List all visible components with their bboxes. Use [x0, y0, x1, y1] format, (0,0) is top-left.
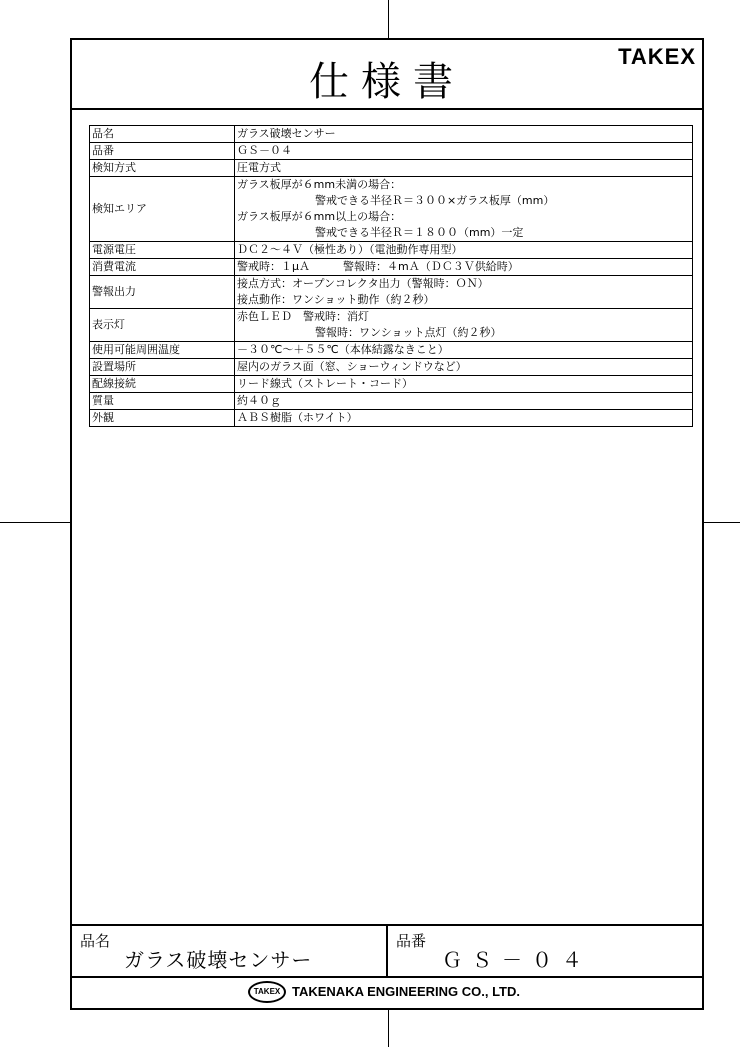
company-logo: TAKEX [248, 981, 286, 1003]
spec-value-line: 接点方式：オープンコレクタ出力（警報時：ＯＮ） [237, 277, 489, 290]
spec-row [90, 259, 693, 276]
brand-logo: TAKEX [618, 44, 696, 69]
spec-value [235, 376, 693, 393]
spec-value [235, 160, 693, 177]
spec-value-line: －３０℃～＋５５℃（本体結露なきこと） [237, 343, 449, 356]
company-name: TAKENAKA ENGINEERING CO., LTD. [292, 984, 520, 999]
spec-value [235, 309, 693, 342]
spec-row [90, 342, 693, 359]
spec-row [90, 276, 693, 309]
spec-value [235, 242, 693, 259]
product-name-value: ガラス破壊センサー [124, 948, 313, 972]
crop-mark-top [388, 0, 389, 38]
spec-row [90, 143, 693, 160]
spec-key: 検知エリア [90, 177, 235, 242]
crop-mark-bottom [388, 1010, 389, 1047]
spec-value-line: 警報時：ワンショット点灯（約２秒） [315, 326, 502, 339]
spec-value-line: ガラス板厚が６mm以上の場合： [237, 210, 402, 223]
spec-key: 使用可能周囲温度 [90, 342, 235, 359]
spec-key: 消費電流 [90, 259, 235, 276]
spec-value-line: ガラス破壊センサー [237, 127, 336, 140]
spec-row [90, 126, 693, 143]
crop-mark-left [0, 522, 70, 523]
spec-value [235, 410, 693, 427]
spec-value-line: 警戒時：１μＡ 警報時：４mＡ（ＤＣ３Ｖ供給時） [237, 260, 519, 273]
product-number-label: 品番 [396, 932, 427, 950]
spec-value [235, 342, 693, 359]
crop-mark-right [704, 522, 740, 523]
spec-row [90, 309, 693, 342]
product-name-cell [72, 926, 388, 976]
spec-value-line: 屋内のガラス面（窓、ショーウィンドウなど） [237, 360, 467, 373]
spec-row [90, 376, 693, 393]
spec-key: 警報出力 [90, 276, 235, 309]
spec-row [90, 242, 693, 259]
spec-row [90, 177, 693, 242]
spec-row [90, 410, 693, 427]
title-row [72, 40, 702, 110]
company-row [72, 978, 702, 1010]
spec-row [90, 393, 693, 410]
spec-value-line: ＤＣ２～４Ｖ（極性あり）（電池動作専用型） [237, 243, 463, 256]
spec-value-line: ガラス板厚が６mm未満の場合： [237, 178, 402, 191]
product-name-label: 品名 [80, 932, 111, 950]
spec-value [235, 276, 693, 309]
product-number-cell [388, 926, 702, 976]
product-footer [72, 924, 702, 978]
spec-key: 品名 [90, 126, 235, 143]
spec-key: 品番 [90, 143, 235, 160]
spec-value [235, 177, 693, 242]
spec-key: 検知方式 [90, 160, 235, 177]
spec-key: 表示灯 [90, 309, 235, 342]
spec-value-line: 警戒できる半径Ｒ＝１８００（mm）一定 [315, 226, 524, 239]
spec-key: 外観 [90, 410, 235, 427]
spec-key: 電源電圧 [90, 242, 235, 259]
spec-value-line: 赤色ＬＥＤ 警戒時：消灯 [237, 310, 369, 323]
spec-value [235, 259, 693, 276]
spec-value-line: 警戒できる半径Ｒ＝３００×ガラス板厚（mm） [315, 194, 555, 207]
spec-value [235, 359, 693, 376]
spec-value [235, 143, 693, 160]
spec-row [90, 160, 693, 177]
spec-value [235, 393, 693, 410]
spec-value-line: 接点動作：ワンショット動作（約２秒） [237, 293, 435, 306]
spec-sheet [70, 38, 704, 1010]
spec-value [235, 126, 693, 143]
spec-key: 質量 [90, 393, 235, 410]
spec-value-line: 約４０ｇ [237, 394, 281, 407]
spec-value-line: リード線式（ストレート・コード） [237, 377, 413, 390]
spec-key: 設置場所 [90, 359, 235, 376]
spec-row [90, 359, 693, 376]
document-title: 仕様書 [309, 59, 465, 105]
spec-table [89, 125, 693, 427]
spec-key: 配線接続 [90, 376, 235, 393]
product-number-value: ＧＳ－０４ [442, 948, 592, 972]
spec-value-line: ＡＢＳ樹脂（ホワイト） [237, 411, 358, 424]
spec-value-line: ＧＳ－０４ [237, 144, 292, 157]
spec-value-line: 圧電方式 [237, 161, 281, 174]
